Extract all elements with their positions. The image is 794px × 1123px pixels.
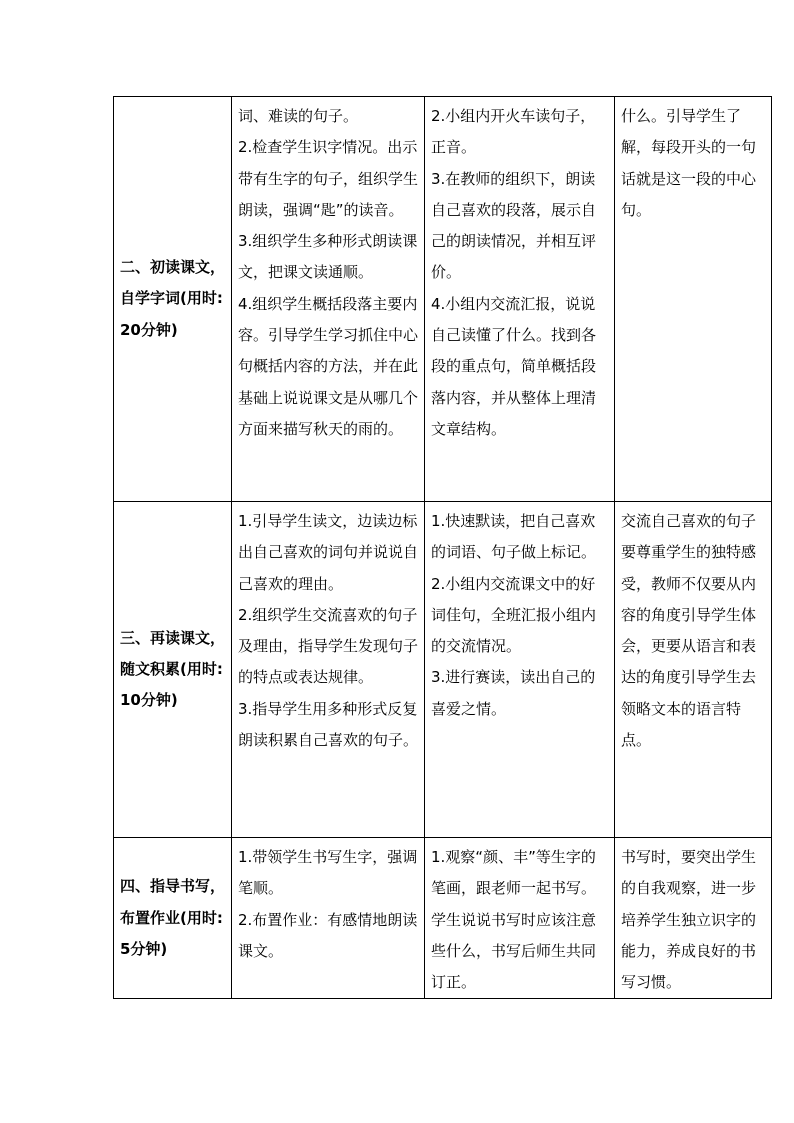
student-activity-item: 3.在教师的组织下，朗读自己喜欢的段落，展示自己的朗读情况，并相互评价。: [431, 169, 597, 282]
student-activity-cell: [425, 502, 615, 838]
teacher-activity-item: 2.布置作业：有感情地朗读课文。: [238, 910, 418, 960]
teacher-activity-item: 2.检查学生识字情况。出示带有生字的句子，组织学生朗读，强调“匙”的读音。: [238, 138, 419, 219]
design-intent-item: 什么。引导学生了解，每段开头的一句话就是这一段的中心句。: [621, 107, 757, 219]
design-intent-cell: [615, 502, 772, 838]
student-activity-item: 2.小组内开火车读句子，正音。: [431, 107, 596, 157]
student-activity-item: 3.进行赛读，读出自己的喜爱之情。: [431, 668, 596, 718]
teacher-activity-item: 1.引导学生读文，边读边标出自己喜欢的词句并说说自己喜欢的理由。: [238, 512, 419, 593]
student-activity-item: 2.小组内交流课文中的好词佳句，全班汇报小组内的交流情况。: [431, 574, 597, 656]
table-row: [114, 502, 772, 838]
teacher-activity-cell: [232, 97, 425, 502]
student-activity-cell: [425, 838, 615, 999]
stage-cell: 四、指导书写，布置作业(用时:5分钟): [114, 838, 232, 999]
design-intent-item: 交流自己喜欢的句子要尊重学生的独特感受，教师不仅要从内容的角度引导学生体会，更要从语言和表达的角度引导学生去领略文本的语言特点。: [621, 512, 757, 750]
design-intent-cell: [615, 838, 772, 999]
teacher-activity-cell: [232, 502, 425, 838]
student-activity-item: 4.小组内交流汇报，说说自己读懂了什么。找到各段的重点句，简单概括段落内容，并从整体上理清文章结构。: [431, 294, 597, 438]
teacher-activity-item: 词、难读的句子。: [238, 107, 359, 125]
student-activity-item: 1.快速默读，把自己喜欢的词语、句子做上标记。: [431, 512, 597, 562]
design-intent-cell: [615, 97, 772, 502]
teacher-activity-item: 3.指导学生用多种形式反复朗读积累自己喜欢的句子。: [238, 699, 419, 750]
teacher-activity-cell: [232, 838, 425, 999]
student-activity-item: 1.观察“颜、丰”等生字的笔画，跟老师一起书写。学生说说书写时应该注意些什么，书写后师生共同订正。: [431, 848, 597, 992]
table-row: [114, 838, 772, 999]
stage-cell: 三、再读课文，随文积累(用时:10分钟): [114, 502, 232, 838]
teacher-activity-item: 3.组织学生多种形式朗读课文，把课文读通顺。: [238, 232, 418, 282]
teacher-activity-item: 2.组织学生交流喜欢的句子及理由，指导学生发现句子的特点或表达规律。: [238, 605, 419, 687]
lesson-plan-table: [113, 96, 772, 999]
teacher-activity-item: 4.组织学生概括段落主要内容。引导学生学习抓住中心句概括内容的方法，并在此基础上说说课文是从哪几个方面来描写秋天的雨的。: [238, 294, 419, 438]
stage-cell: 二、初读课文，自学字词(用时:20分钟): [114, 97, 232, 502]
design-intent-item: 书写时，要突出学生的自我观察，进一步培养学生独立识字的能力，养成良好的书写习惯。: [621, 848, 757, 992]
student-activity-cell: [425, 97, 615, 502]
table-row: [114, 97, 772, 502]
teacher-activity-item: 1.带领学生书写生字，强调笔顺。: [238, 848, 418, 898]
